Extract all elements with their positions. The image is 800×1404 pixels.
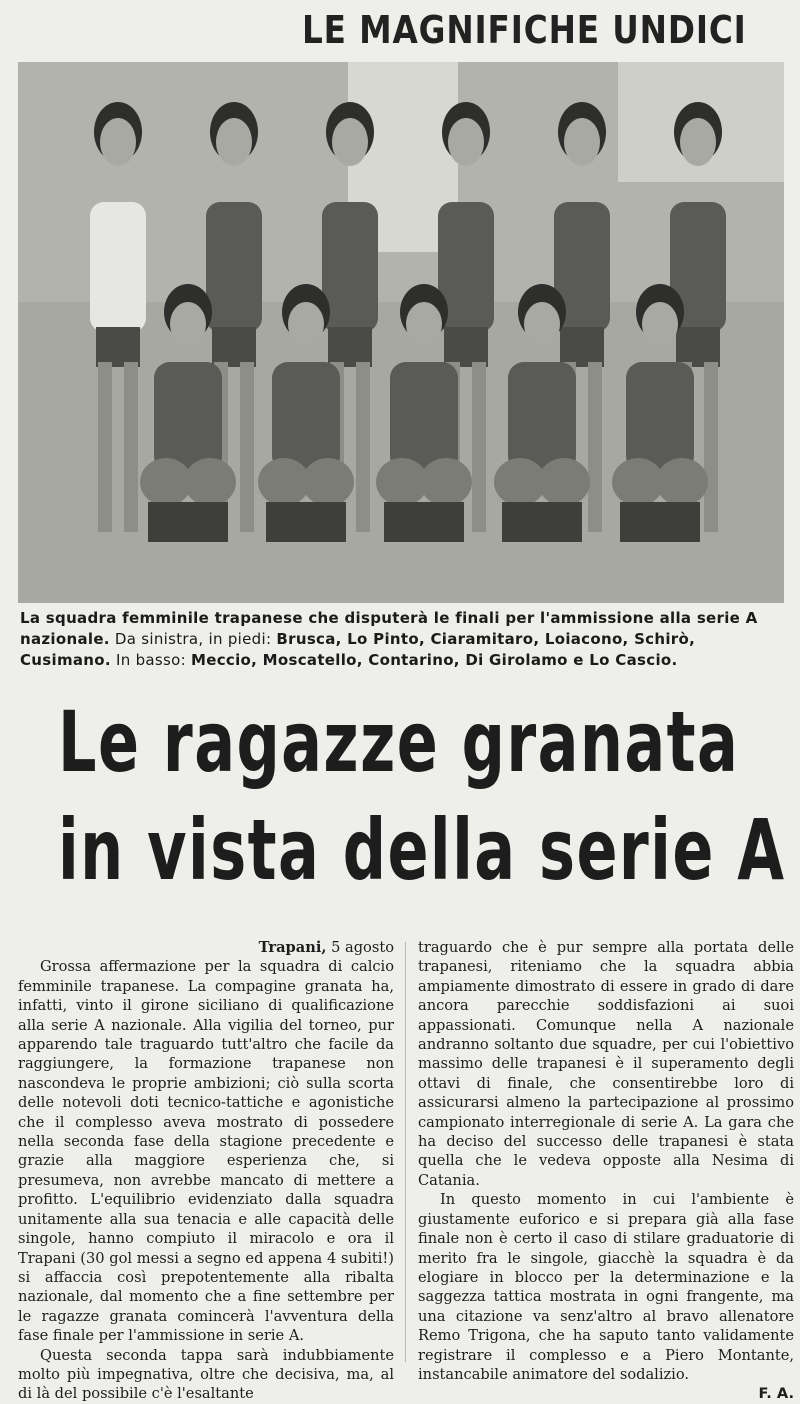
caption-standing-names: Brusca, Lo Pinto, Ciaramitaro, Loiacono, Schirò, Cusimano. — [20, 630, 696, 669]
photo-caption — [20, 608, 788, 671]
kicker-text: LE MAGNIFICHE UNDICI — [302, 8, 747, 52]
caption-standing-intro: Da sinistra, in piedi: — [109, 630, 277, 648]
caption-kneeling-names: Meccio, Moscatello, Contarino, Di Girolamo e Lo Cascio. — [191, 651, 678, 669]
team-photo-image — [18, 62, 784, 603]
headline-line-2: in vista della serie A — [58, 801, 786, 899]
caption-lead: La squadra femminile trapanese che disputerà le finali per l'ammissione alla serie A nazionale. — [20, 609, 758, 648]
headline-line-1: Le ragazze granata — [58, 693, 740, 791]
article-column-1 — [18, 938, 394, 1403]
article-paragraph: In questo momento in cui l'ambiente è giustamente euforico e si prepara già alla fase finale non è certo il caso di stilare graduatorie di merito fra le singole, giacchè la squadra è da elogiare in blocco per la determinazione e la saggezza tattica mostrata in ogni frangente, ma una citazione va senz'altro al bravo allenatore Remo Trigona, che ha saputo tanto validamente registrare il complesso e a Piero Montante, instancabile animatore del sodalizio. — [418, 1191, 794, 1383]
author-signature: F. A. — [758, 1385, 794, 1403]
dateline-date: 5 agosto — [326, 939, 394, 956]
article-column-2 — [418, 938, 794, 1403]
dateline — [18, 938, 394, 957]
article-paragraph: Grossa affermazione per la squadra di calcio femminile trapanese. La compagine granata ha, infatti, vinto il girone siciliano di qualificazione alla serie A nazionale. Alla vigilia del torneo, pur apparendo tale traguardo tutt'altro che facile da raggiungere, la formazione trapanese non nascondeva le proprie ambizioni; ciò sulla scorta delle notevoli doti tecnico-tattiche e agonistiche che il complesso aveva mostrato di possedere nella seconda fase della stagione precedente e grazie alla maggiore esperienza che, si presumeva, non avrebbe mancato di mettere a profitto. L'equilibrio evidenziato dalla squadra unitamente alla sua tenacia e alle capacità delle singole, hanno compiuto il miracolo e ora il Trapani (30 gol messi a segno ed appena 4 subiti!) si affaccia così prepotentemente alla ribalta nazionale, dal momento che a fine settembre per le ragazze granata comincerà l'avventura della fase finale per l'ammissione in serie A. — [18, 958, 394, 1345]
article-paragraph: Questa seconda tappa sarà indubbiamente molto più impegnativa, oltre che decisiva, ma, al di là del possibile c'è l'esaltante — [18, 1346, 394, 1403]
column-divider — [405, 942, 406, 1362]
team-photo — [18, 62, 784, 603]
section-kicker — [0, 4, 800, 56]
dateline-place: Trapani, — [258, 939, 327, 956]
caption-kneeling-intro: In basso: — [110, 651, 192, 669]
article-paragraph: traguardo che è pur sempre alla portata delle trapanesi, riteniamo che la squadra abbia ampiamente dimostrato di essere in grado di dare ancora parecchie soddisfazioni ai suoi appassionati. Comunque nella A nazionale andranno soltanto due squadre, per cui l'obiettivo massimo delle trapanesi è il superamento degli ottavi di finale, che consentirebbe loro di assicurarsi almeno la partecipazione al prossimo campionato interregionale di serie A. La gara che ha deciso del successo delle trapanesi è stata quella che le vedeva opposte alla Nesima di Catania. — [418, 939, 794, 1189]
